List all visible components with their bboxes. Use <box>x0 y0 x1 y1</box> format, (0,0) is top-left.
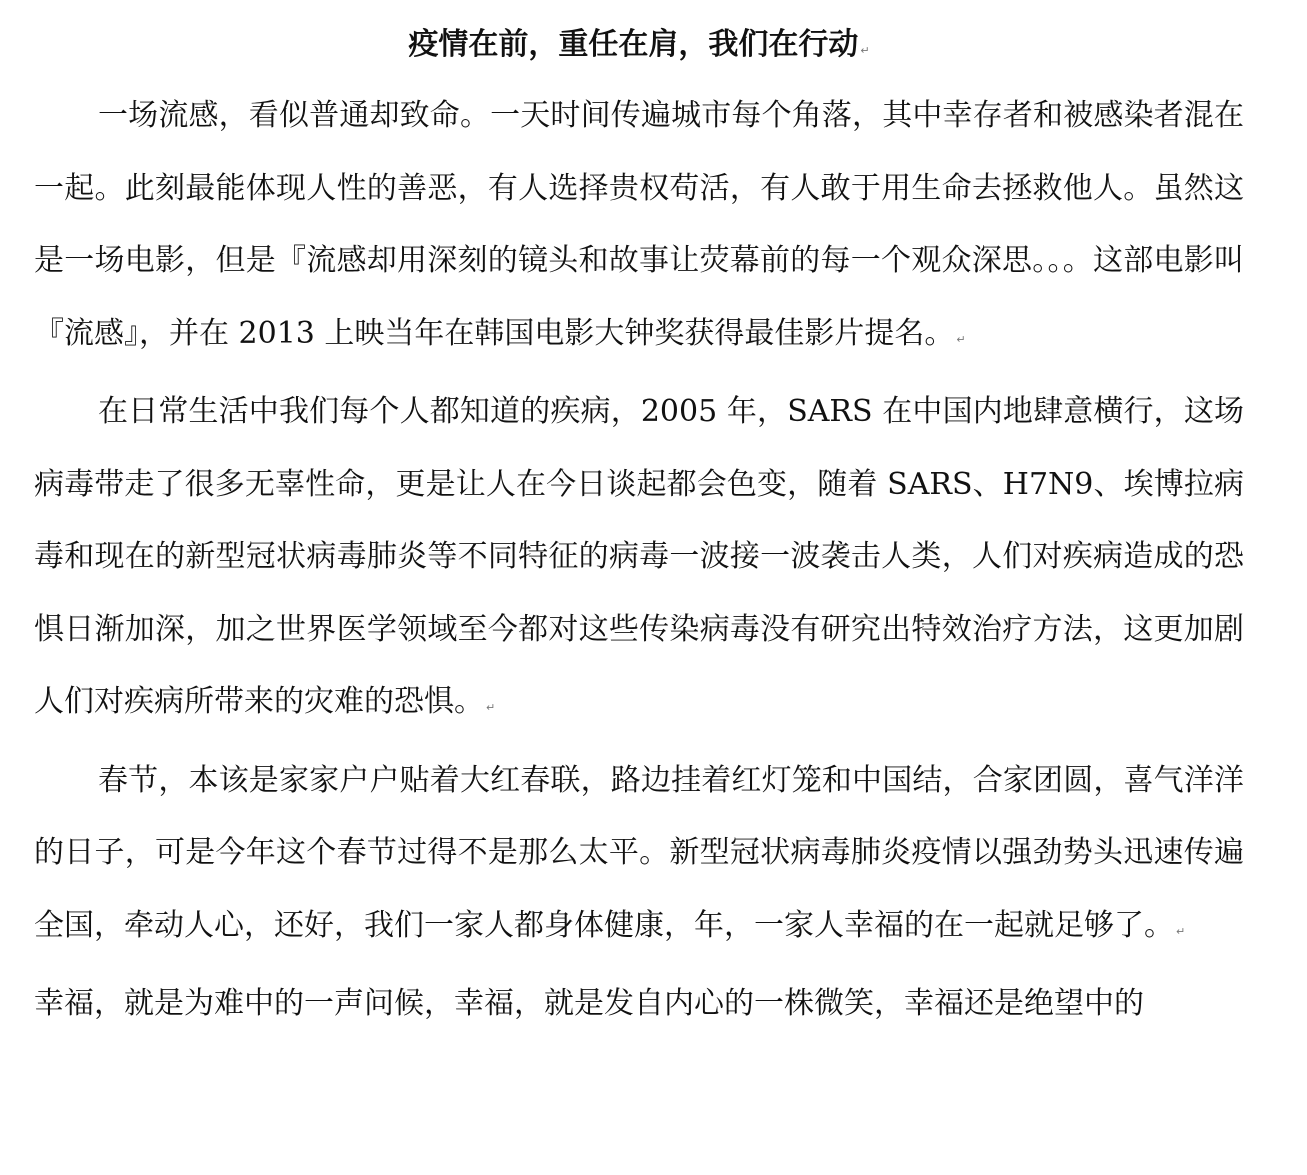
paragraph-1-text: 一场流感，看似普通却致命。一天时间传遍城市每个角落，其中幸存者和被感染者混在一起。此刻最能体现人性的善恶，有人选择贵权苟活，有人敢于用生命去拯救他人。虽然这是一场电影，但是『流感却用深刻的镜头和故事让荧幕前的每一个观众深思。。。这部电影叫『流感』，并在 2013 上映当年在韩国电影大钟奖获得最佳影片提名。 <box>34 98 1244 351</box>
paragraph-mark-icon: ↵ <box>1176 924 1186 938</box>
paragraph-mark-icon: ↵ <box>486 701 496 714</box>
paragraph-1 <box>34 80 1244 376</box>
paragraph-3-text: 春节，本该是家家户户贴着大红春联，路边挂着红灯笼和中国结，合家团圆，喜气洋洋的日子，可是今年这个春节过得不是那么太平。新型冠状病毒肺炎疫情以强劲势头迅速传遍全国，牵动人心，还好，我们一家人都身体健康，年，一家人幸福的在一起就足够了。 <box>34 762 1244 943</box>
paragraph-4 <box>34 968 1244 1041</box>
paragraph-3 <box>34 745 1244 969</box>
paragraph-2 <box>34 376 1244 745</box>
document-title <box>34 0 1244 68</box>
paragraph-mark-icon: ↵ <box>956 332 966 346</box>
document-page <box>34 0 1244 1041</box>
paragraph-2-text: 在日常生活中我们每个人都知道的疾病，2005 年，SARS 在中国内地肆意横行，这场病毒带走了很多无辜性命，更是让人在今日谈起都会色变，随着 SARS、H7N9、埃博拉病毒和现在的新型冠状病毒肺炎等不同特征的病毒一波接一波袭击人类，人们对疾病造成的恐惧日渐加深，加之世界医学领域至今都对这些传染病毒没有研究出特效治疗方法，这更加剧人们对疾病所带来的灾难的恐惧。 <box>34 394 1244 719</box>
document-title-text: 疫情在前，重任在肩，我们在行动 <box>408 27 859 62</box>
paragraph-4-text: 幸福，就是为难中的一声问候，幸福，就是发自内心的一株微笑，幸福还是绝望中的 <box>34 986 1144 1021</box>
paragraph-mark-icon: ↵ <box>860 44 870 57</box>
